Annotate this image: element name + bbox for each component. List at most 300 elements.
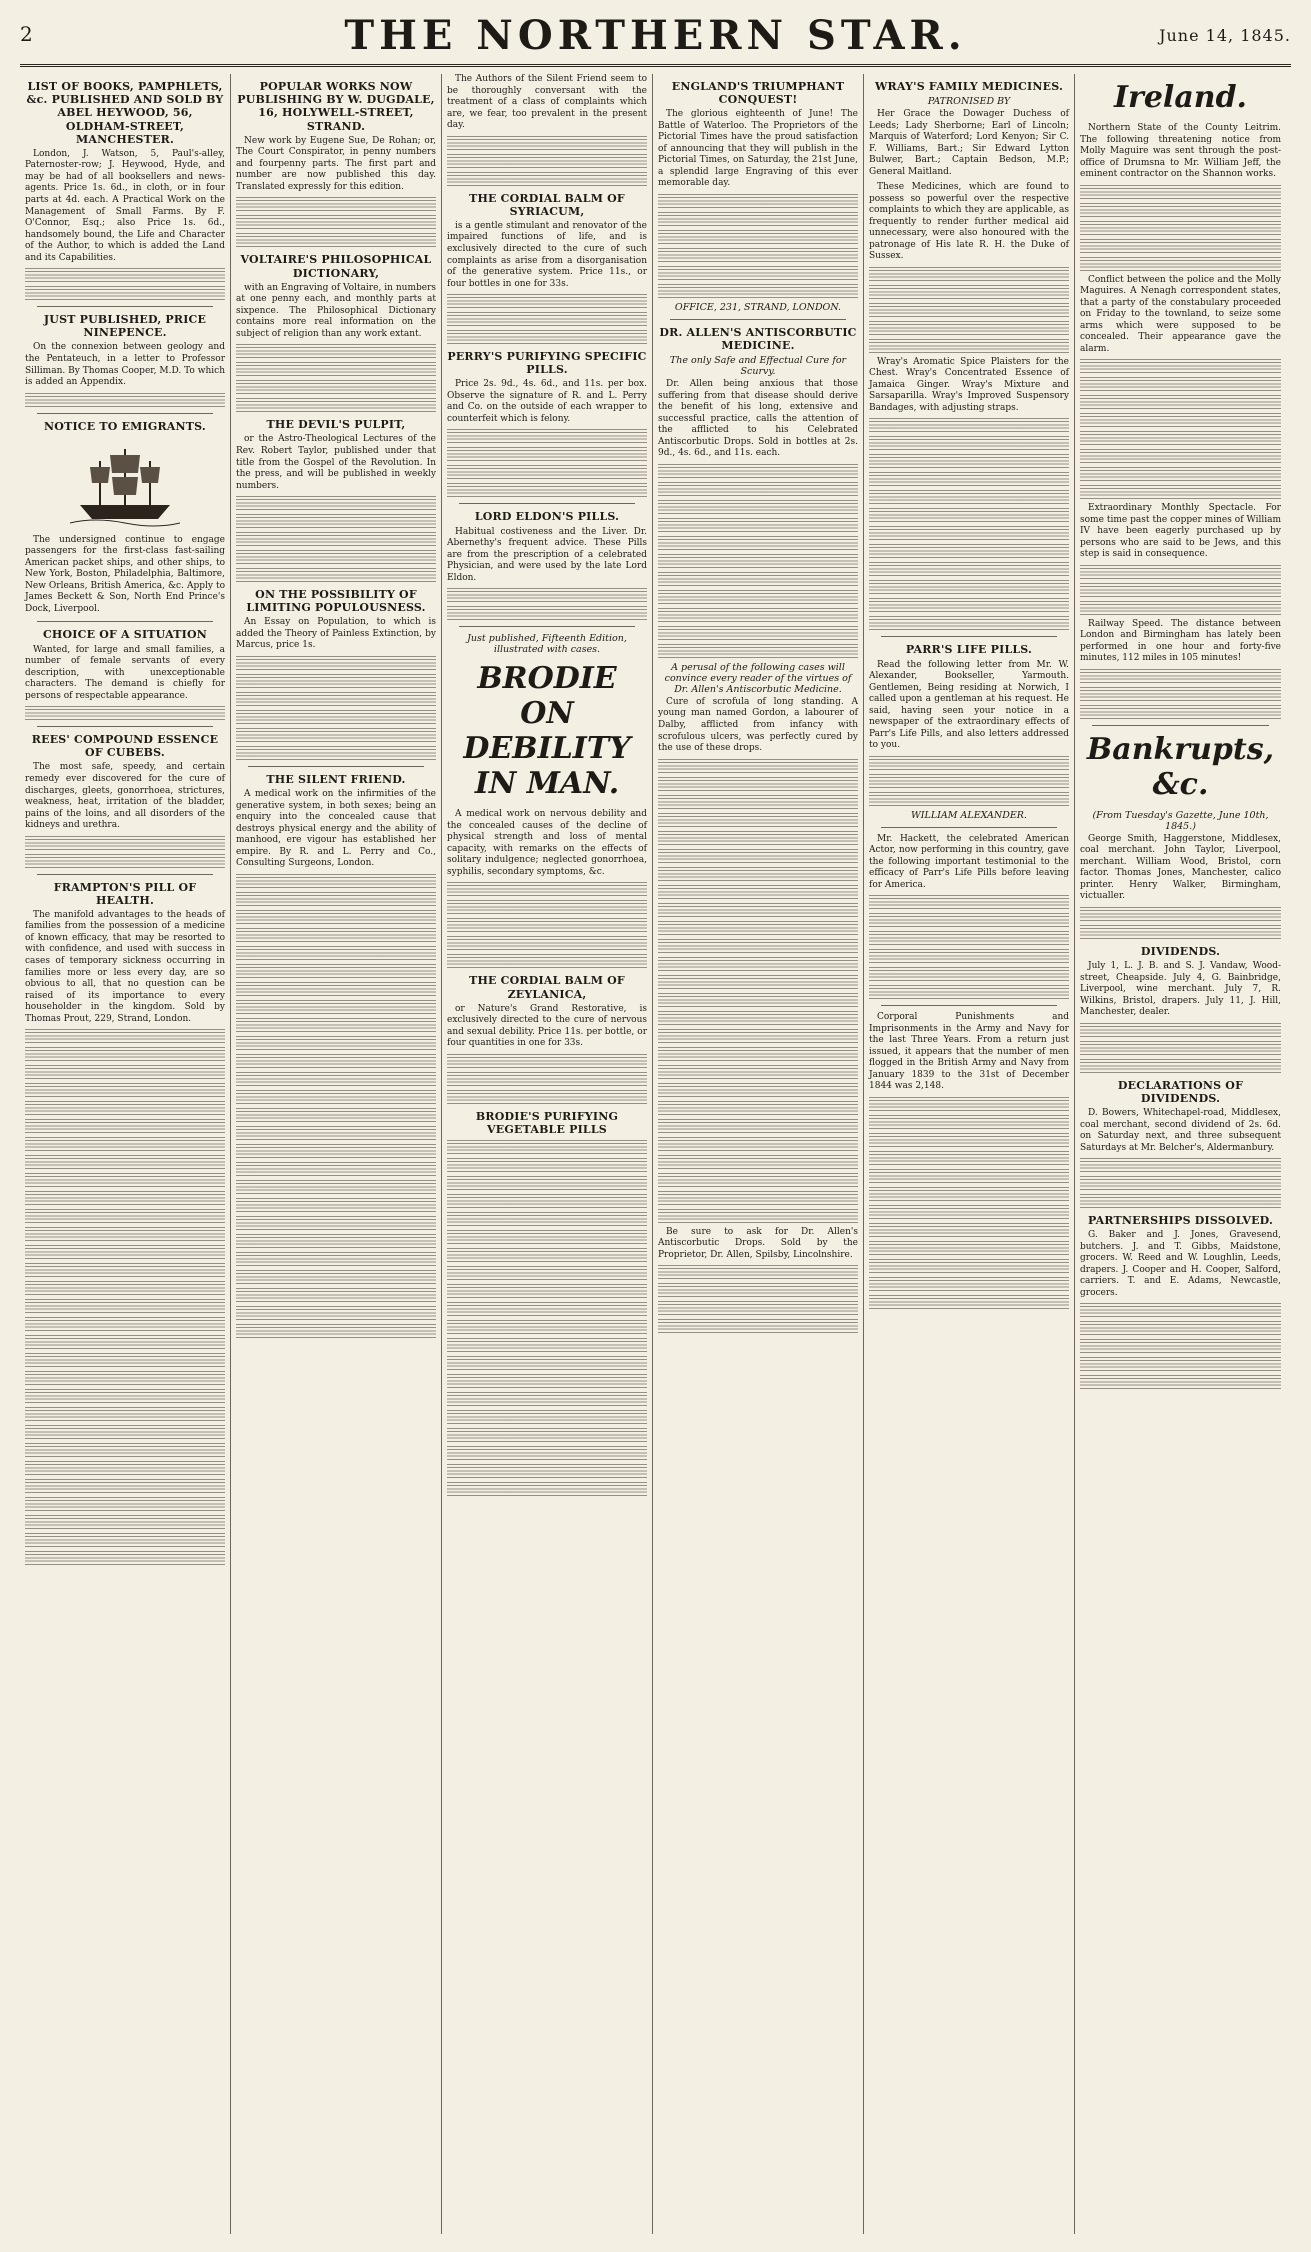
divider (37, 413, 213, 414)
article-text: Wanted, for large and small families, a number of female servants of every description, with unexceptionable characters. The demand is chiefly for persons of respectable appearance. (25, 644, 225, 701)
page-number: 2 (20, 22, 33, 46)
text-block (447, 1464, 647, 1478)
article-heading: THE DEVIL'S PULPIT, (266, 418, 406, 432)
issue-date: June 14, 1845. (1159, 26, 1291, 45)
article-text: Dr. Allen being anxious that those suffering from that disease should derive the benefit of his long, extensive and successful practice, calls the attention of the afflicted to his Celebrated Antiscorbutic Drops. Sold in bottles at 2s. 9d., 4s. 6d., and 11s. each. (658, 379, 858, 459)
text-block (658, 957, 858, 971)
text-block (25, 393, 225, 407)
article-text: An Essay on Population, to which is added the Theory of Painless Extinction, by Marcus, price 1s. (236, 617, 436, 651)
text-block (869, 774, 1069, 788)
divider (670, 319, 846, 320)
article-text: On the connexion between geology and the Pentateuch, in a letter to Professor Silliman. By Thomas Cooper, M.D. To which is added an Appendix. (25, 342, 225, 388)
text-block (658, 1011, 858, 1025)
article-heading: PARR'S LIFE PILLS. (905, 643, 1033, 657)
text-block (447, 1410, 647, 1424)
article-text: Be sure to ask for Dr. Allen's Antiscorbutic Drops. Sold by the Proprietor, Dr. Allen, Spilsby, Lincolnshire. (658, 1226, 858, 1260)
text-block (236, 946, 436, 960)
text-block (658, 867, 858, 881)
text-block (1080, 1321, 1281, 1335)
text-block (25, 1191, 225, 1205)
text-block (869, 792, 1069, 806)
text-block (236, 874, 436, 888)
text-block (25, 1173, 225, 1187)
article-text: Cure of scrofula of long standing. A young man named Gordon, a labourer of Dalby, afflicted from infancy with scrofulous ulcers, was perfectly cured by the use of these drops. (658, 696, 858, 754)
section-heading-ireland: Ireland. (1114, 80, 1247, 115)
text-block (25, 1029, 225, 1043)
text-block (869, 756, 1069, 770)
text-block (869, 339, 1069, 353)
text-block (658, 939, 858, 953)
article-heading: REES' COMPOUND ESSENCE OF CUBEBS. (31, 733, 219, 760)
text-block (447, 1176, 647, 1190)
text-block (1080, 359, 1281, 373)
text-block (447, 136, 647, 150)
text-block (447, 1230, 647, 1244)
divider (1092, 725, 1269, 726)
text-block (447, 1248, 647, 1262)
article-text: London, J. Watson, 5, Paul's-alley, Paternoster-row; J. Heywood, Hyde, and may be had of all booksellers and news-agents. Price 1s. 6d., in cloth, or in four parts at 4d. each. A Practical Work on the Management of Small Farms. By F. O'Connor, Esq.; also Price 1s. 6d., handsomely bound, the Life and Character of the Author, to which is added the Land and its Capabilities. (25, 148, 225, 263)
text-block (658, 284, 858, 298)
text-block (25, 1227, 225, 1241)
text-block (1080, 449, 1281, 463)
text-block (25, 1299, 225, 1313)
text-block (658, 212, 858, 226)
text-block (447, 1446, 647, 1460)
text-block (236, 674, 436, 688)
text-block (447, 936, 647, 950)
text-block (236, 1072, 436, 1086)
text-block (236, 362, 436, 376)
text-block (869, 1241, 1069, 1255)
text-block (236, 1036, 436, 1050)
text-block (447, 1356, 647, 1370)
text-block (447, 918, 647, 932)
text-block (236, 1162, 436, 1176)
text-block (869, 1277, 1069, 1291)
text-block (869, 967, 1069, 981)
text-block (447, 483, 647, 497)
text-block (869, 913, 1069, 927)
text-block (658, 831, 858, 845)
text-block (1080, 925, 1281, 939)
text-block (236, 656, 436, 670)
text-block (1080, 907, 1281, 921)
text-block (1080, 1375, 1281, 1389)
article-text: The glorious eighteenth of June! The Battle of Waterloo. The Proprietors of the Pictorial Times have the proud satisfaction of announcing that they will publish in the Pictorial Times, on Saturday, the 21st June, a splendid large Engraving of this ever memorable day. (658, 109, 858, 189)
text-block (236, 344, 436, 358)
text-block (236, 892, 436, 906)
article-heading: ON THE POSSIBILITY OF LIMITING POPULOUSNESS. (246, 588, 426, 615)
column-1 (20, 74, 231, 2234)
article-heading: BRODIE'S PURIFYING VEGETABLE PILLS (475, 1109, 619, 1136)
text-block (1080, 485, 1281, 499)
article-text: Her Grace the Dowager Duchess of Leeds; Lady Sherborne; Earl of Lincoln; Marquis of Waterford; Lord Kenyon; Sir C. F. Williams, Bart.; Sir Edward Lytton Bulwer, Bart.; Captain Bedson, M.P.; General Maitland. (869, 109, 1069, 177)
letter-signature: WILLIAM ALEXANDER. (911, 809, 1027, 821)
text-block (447, 447, 647, 461)
text-block (869, 1205, 1069, 1219)
text-block (658, 1047, 858, 1061)
text-block (658, 1319, 858, 1333)
text-block (447, 1374, 647, 1388)
office-address: OFFICE, 231, STRAND, LONDON. (674, 301, 842, 313)
text-block (25, 286, 225, 300)
ship-illustration (70, 439, 180, 529)
text-block (447, 465, 647, 479)
article-heading: NOTICE TO EMIGRANTS. (44, 419, 206, 433)
text-block (236, 1288, 436, 1302)
text-block (25, 1335, 225, 1349)
text-block (1080, 221, 1281, 235)
text-block (236, 1000, 436, 1014)
text-block (447, 1158, 647, 1172)
text-block (869, 985, 1069, 999)
text-block (1080, 669, 1281, 683)
text-block (658, 194, 858, 208)
text-block (1080, 1059, 1281, 1073)
article-text: These Medicines, which are found to possess so powerful over the respective complaints to which they are applicable, as frequently to render further medical aid unnecessary, were also honoured with the patronage of His late R. H. the Duke of Sussex. (869, 182, 1069, 262)
text-block (869, 598, 1069, 612)
text-block (447, 1482, 647, 1496)
text-block (236, 398, 436, 412)
text-block (236, 1198, 436, 1212)
article-text: Habitual costiveness and the Liver. Dr. Abernethy's frequent advice. These Pills are from the prescription of a celebrated Physician, and were used by the late Lord Eldon. (447, 526, 647, 583)
text-block (447, 172, 647, 186)
text-block (1080, 1303, 1281, 1317)
article-text: Northern State of the County Leitrim. The following threatening notice from Molly Maguire was sent through the post-office of Drumsna to Mr. William Jeff, the eminent contractor on the Shannon works. (1080, 123, 1281, 180)
text-block (869, 1133, 1069, 1147)
divider (37, 726, 213, 727)
text-block (236, 1306, 436, 1320)
article-text: New work by Eugene Sue, De Rohan; or, The Court Conspirator, in penny numbers and fourpenny parts. The first part and number are now published this day. Translated expressly for this edition. (236, 135, 436, 192)
text-block (25, 1317, 225, 1331)
article-subheading: The only Safe and Effectual Cure for Scurvy. (669, 355, 847, 378)
text-block (447, 154, 647, 168)
text-block (869, 1169, 1069, 1183)
text-block (869, 562, 1069, 576)
text-block (869, 1151, 1069, 1165)
text-block (236, 1252, 436, 1266)
text-block (25, 1371, 225, 1385)
text-block (25, 1047, 225, 1061)
text-block (658, 813, 858, 827)
text-block (236, 982, 436, 996)
divider (881, 827, 1057, 828)
text-block (25, 1479, 225, 1493)
article-heading: PERRY'S PURIFYING SPECIFIC PILLS. (447, 350, 647, 377)
text-block (236, 514, 436, 528)
text-block (1080, 377, 1281, 391)
text-block (236, 1270, 436, 1284)
article-subheading: A perusal of the following cases will convince every reader of the virtues of Dr. Allen's Antiscorbutic Medicine. (664, 661, 852, 695)
text-block (447, 1194, 647, 1208)
text-block (869, 1115, 1069, 1129)
text-block (869, 418, 1069, 432)
article-text: Extraordinary Monthly Spectacle. For some time past the copper mines of William IV have been eagerly purchased up by persons who are said to be Jews, and this step is said in consequence. (1080, 503, 1281, 560)
text-block (236, 1126, 436, 1140)
text-block (869, 508, 1069, 522)
text-block (447, 1284, 647, 1298)
text-block (447, 1338, 647, 1352)
text-block (658, 1029, 858, 1043)
text-block (869, 1223, 1069, 1237)
text-block (1080, 1176, 1281, 1190)
text-block (1080, 1023, 1281, 1037)
text-block (447, 1072, 647, 1086)
column-6 (1075, 74, 1286, 2234)
article-text: George Smith, Haggerstone, Middlesex, coal merchant. John Taylor, Liverpool, merchant. William Wood, Bristol, corn factor. Thomas Jones, Manchester, calico printer. Henry Walker, Birmingham, victualler. (1080, 833, 1281, 902)
text-block (658, 1191, 858, 1205)
text-block (25, 1425, 225, 1439)
text-block (1080, 1339, 1281, 1353)
text-block (25, 1209, 225, 1223)
text-block (25, 836, 225, 850)
text-block (1080, 565, 1281, 579)
section-heading-bankrupts: Bankrupts, &c. (1086, 731, 1275, 802)
text-block (658, 518, 858, 532)
text-block (25, 1515, 225, 1529)
article-text: The undersigned continue to engage passengers for the first-class fast-sailing American packet ships, and other ships, to New York, Boston, Philadelphia, Baltimore, New Orleans, British America, &c. Apply to James Beckett & Son, North End Prince's Dock, Liverpool. (25, 534, 225, 614)
text-block (25, 1245, 225, 1259)
text-block (658, 464, 858, 478)
article-heading: DIVIDENDS. (1140, 944, 1221, 958)
article-heading: THE SILENT FRIEND. (266, 772, 406, 786)
text-block (869, 1187, 1069, 1201)
text-block (1080, 467, 1281, 481)
text-block (869, 1295, 1069, 1309)
text-block (869, 1097, 1069, 1111)
text-block (25, 1551, 225, 1565)
article-text: Railway Speed. The distance between London and Birmingham has lately been performed in one hour and forty-five minutes, 112 miles in 105 minutes! (1080, 618, 1281, 664)
text-block (236, 1144, 436, 1158)
column-5 (864, 74, 1075, 2234)
text-block (1080, 431, 1281, 445)
article-text: A medical work on the infirmities of the generative system, in both sexes; being an enquiry into the concealed cause that destroys physical energy and the ability of manhood, ere vigour has established her empire. By R. and L. Perry and Co., Consulting Surgeons, London. (236, 789, 436, 869)
text-block (25, 1101, 225, 1115)
article-text: The Authors of the Silent Friend seem to be thoroughly conversant with the treatment of a class of complaints which are, we fear, too prevalent in the present day. (447, 74, 647, 131)
article-text: is a gentle stimulant and renovator of the impaired functions of life, and is exclusively directed to the cure of such complaints as arise from a disorganisation of the generative system. Price 11s., or four bottles in one for 33s. (447, 220, 647, 289)
article-text: or the Astro-Theological Lectures of the Rev. Robert Taylor, published under that title from the Gospel of the Revolution. In the press, and will be published in weekly numbers. (236, 434, 436, 491)
text-block (869, 490, 1069, 504)
article-heading: CHOICE OF A SITUATION (42, 628, 208, 642)
article-text: Conflict between the police and the Molly Maguires. A Nenagh correspondent states, that a party of the constabulary proceeded on Friday to the townland, to seize some arms which were supposed to be concealed. Their appearance gave the alarm. (1080, 274, 1281, 354)
text-block (869, 931, 1069, 945)
text-block (447, 900, 647, 914)
text-block (869, 895, 1069, 909)
text-block (869, 580, 1069, 594)
text-block (236, 568, 436, 582)
article-subheading: PATRONISED BY (927, 96, 1011, 108)
text-block (447, 1320, 647, 1334)
text-block (25, 706, 225, 720)
text-block (869, 949, 1069, 963)
text-block (236, 1216, 436, 1230)
article-heading: LIST OF BOOKS, PAMPHLETS, &c. PUBLISHED AND SOLD BY ABEL HEYWOOD, 56, OLDHAM-STREET, MANCHESTER. (26, 80, 224, 146)
text-block (658, 554, 858, 568)
text-block (869, 285, 1069, 299)
text-block (25, 1533, 225, 1547)
text-block (447, 1428, 647, 1442)
article-text: Corporal Punishments and Imprisonments in the Army and Navy for the last Three Years. From a return just issued, it appears that the number of men flogged in the British Army and Navy from January 1839 to the 31st of December 1844 was 2,148. (869, 1012, 1069, 1092)
text-block (869, 454, 1069, 468)
text-block (236, 1090, 436, 1104)
article-heading: VOLTAIRE'S PHILOSOPHICAL DICTIONARY, (240, 253, 432, 280)
text-block (658, 849, 858, 863)
text-block (658, 230, 858, 244)
article-text: G. Baker and J. Jones, Gravesend, butchers. J. and T. Gibbs, Maidstone, grocers. W. Reed and W. Loughlin, Leeds, drapers. J. Cooper and H. Cooper, Salford, carriers. T. and E. Adams, Newcastle, grocers. (1080, 1230, 1281, 1298)
text-block (1080, 203, 1281, 217)
text-block (447, 1140, 647, 1154)
text-block (236, 197, 436, 211)
text-block (1080, 1194, 1281, 1208)
divider (881, 636, 1057, 637)
text-block (658, 248, 858, 262)
text-block (658, 482, 858, 496)
text-block (236, 380, 436, 394)
text-block (658, 1137, 858, 1151)
text-block (25, 268, 225, 282)
text-block (1080, 1158, 1281, 1172)
article-heading: DECLARATIONS OF DIVIDENDS. (1117, 1078, 1244, 1105)
text-block (869, 526, 1069, 540)
text-block (25, 1281, 225, 1295)
text-block (658, 1155, 858, 1169)
text-block (236, 928, 436, 942)
divider (459, 503, 635, 504)
text-block (1080, 583, 1281, 597)
article-heading: THE CORDIAL BALM OF SYRIACUM, (469, 191, 625, 218)
divider (37, 306, 213, 307)
article-heading: BRODIE ON DEBILITY IN MAN. (463, 661, 631, 802)
text-block (447, 330, 647, 344)
text-block (658, 921, 858, 935)
article-heading: THE CORDIAL BALM OF ZEYLANICA, (469, 974, 625, 1001)
text-block (658, 975, 858, 989)
text-block (658, 885, 858, 899)
text-block (658, 777, 858, 791)
edition-note: Just published, Fifteenth Edition, illustrated with cases. (467, 633, 627, 656)
article-text: Wray's Aromatic Spice Plaisters for the Chest. Wray's Concentrated Essence of Jamaica Ginger. Wray's Mixture and Sarsaparilla. Wray's Improved Suspensory Bandages, with adjusting straps. (869, 356, 1069, 413)
text-block (869, 544, 1069, 558)
newspaper-title: THE NORTHERN STAR. (344, 12, 967, 59)
text-block (447, 954, 647, 968)
text-block (236, 1108, 436, 1122)
text-block (236, 1054, 436, 1068)
text-block (658, 993, 858, 1007)
text-block (236, 910, 436, 924)
divider (248, 766, 424, 767)
article-text: D. Bowers, Whitechapel-road, Middlesex, coal merchant, second dividend of 2s. 6d. on Saturday next, and three subsequent Saturdays at Mr. Belcher's, Aldermanbury. (1080, 1108, 1281, 1153)
article-text: The most safe, speedy, and certain remedy ever discovered for the cure of discharges, gleets, gonorrhoea, strictures, weakness, heat, irritation of the bladder, pains of the loins, and all disorders of the kidneys and urethra. (25, 762, 225, 831)
article-heading: LORD ELDON'S PILLS. (474, 510, 620, 524)
columns (20, 74, 1291, 2234)
text-block (658, 1283, 858, 1297)
text-block (25, 1407, 225, 1421)
article-text: or Nature's Grand Restorative, is exclusively directed to the cure of nervous and sexual debility. Price 11s. per bottle, or four quantities in one for 33s. (447, 1003, 647, 1049)
text-block (1080, 601, 1281, 615)
text-block (658, 536, 858, 550)
text-block (236, 964, 436, 978)
text-block (236, 215, 436, 229)
article-text: with an Engraving of Voltaire, in numbers at one penny each, and monthly parts at sixpence. The Philosophical Dictionary contains more real information on the subject of religion than any work extant. (236, 282, 436, 339)
text-block (658, 626, 858, 640)
text-block (658, 903, 858, 917)
text-block (236, 692, 436, 706)
divider (37, 621, 213, 622)
column-3 (442, 74, 653, 2234)
text-block (236, 1180, 436, 1194)
text-block (869, 1259, 1069, 1273)
text-block (658, 759, 858, 773)
text-block (236, 746, 436, 760)
text-block (236, 1018, 436, 1032)
article-heading: FRAMPTON'S PILL OF HEALTH. (53, 880, 197, 907)
text-block (1080, 1041, 1281, 1055)
article-text: Price 2s. 9d., 4s. 6d., and 11s. per box. Observe the signature of R. and L. Perry and Co. on the outside of each wrapper to counterfeit which is felony. (447, 379, 647, 424)
text-block (447, 429, 647, 443)
text-block (447, 1392, 647, 1406)
text-block (236, 550, 436, 564)
masthead (20, 8, 1291, 67)
text-block (25, 854, 225, 868)
article-heading: WRAY'S FAMILY MEDICINES. (875, 80, 1063, 93)
text-block (869, 436, 1069, 450)
text-block (1080, 257, 1281, 271)
text-block (869, 321, 1069, 335)
text-block (25, 1389, 225, 1403)
divider (37, 874, 213, 875)
divider (459, 626, 635, 627)
article-heading: DR. ALLEN'S ANTISCORBUTIC MEDICINE. (659, 325, 857, 353)
text-block (25, 1065, 225, 1079)
text-block (658, 1101, 858, 1115)
text-block (447, 1090, 647, 1104)
text-block (1080, 413, 1281, 427)
text-block (1080, 395, 1281, 409)
text-block (25, 1443, 225, 1457)
text-block (869, 267, 1069, 281)
text-block (25, 1497, 225, 1511)
text-block (25, 1461, 225, 1475)
text-block (658, 572, 858, 586)
text-block (869, 472, 1069, 486)
text-block (1080, 687, 1281, 701)
text-block (25, 1137, 225, 1151)
article-text: A medical work on nervous debility and the concealed causes of the decline of physical strength and loss of mental capacity, with remarks on the effects of solitary indulgence; neglected gonorrhoea, syphilis, secondary symptoms, &c. (447, 809, 647, 877)
text-block (658, 1265, 858, 1279)
text-block (869, 616, 1069, 630)
text-block (658, 266, 858, 280)
article-text: Mr. Hackett, the celebrated American Actor, now performing in this country, gave the following important testimonial to the efficacy of Parr's Life Pills before leaving for America. (869, 833, 1069, 890)
text-block (25, 1119, 225, 1133)
gazette-date: (From Tuesday's Gazette, June 10th, 1845.) (1092, 809, 1269, 832)
text-block (236, 496, 436, 510)
text-block (447, 882, 647, 896)
article-heading: ENGLAND'S TRIUMPHANT CONQUEST! (671, 80, 845, 107)
text-block (236, 710, 436, 724)
divider (881, 1005, 1057, 1006)
text-block (658, 500, 858, 514)
text-block (658, 1301, 858, 1315)
column-2 (231, 74, 442, 2234)
text-block (447, 588, 647, 602)
article-text: The manifold advantages to the heads of families from the possession of a medicine of known efficacy, that may be resorted to with confidence, and used with success in cases of temporary sickness occurring in families more or less every day, are so obvious to all, that no question can be raised of its importance to every householder in the kingdom. Sold by Thomas Prout, 229, Strand, London. (25, 909, 225, 1024)
text-block (236, 1324, 436, 1338)
article-heading: PARTNERSHIPS DISSOLVED. (1087, 1214, 1274, 1228)
text-block (447, 312, 647, 326)
text-block (658, 1209, 858, 1223)
article-text: Read the following letter from Mr. W. Alexander, Bookseller, Yarmouth. Gentlemen, Being residing at Norwich, I called upon a gentleman at his request. He said, having seen your notice in a newspaper of the extraordinary effects of Parr's Life Pills, and also letters addressed to you. (869, 659, 1069, 751)
article-heading: POPULAR WORKS NOW PUBLISHING BY W. DUGDALE, 16, HOLYWELL-STREET, STRAND. (237, 80, 435, 133)
